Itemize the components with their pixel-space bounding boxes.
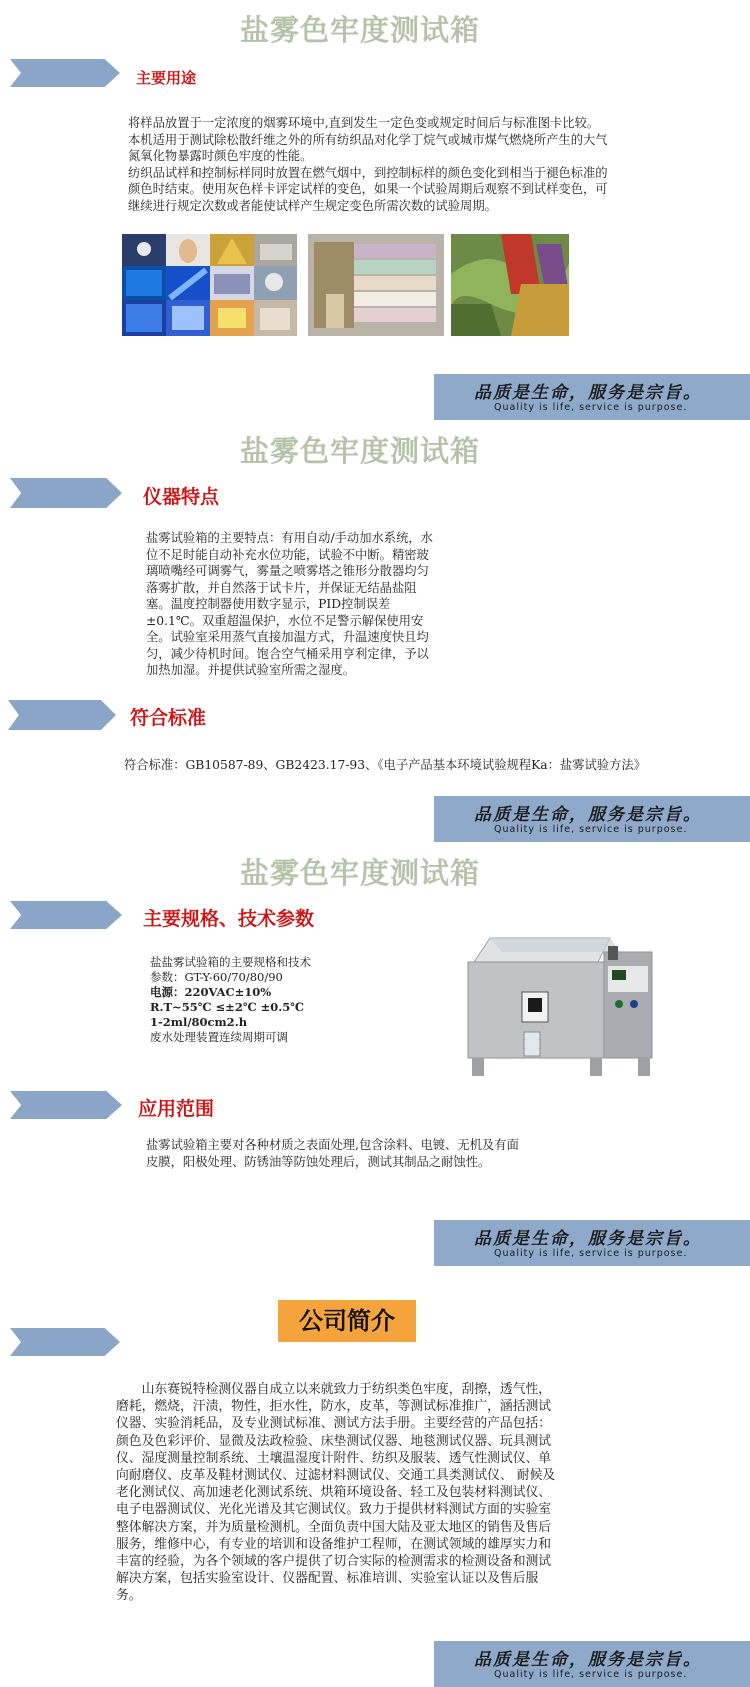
spec-line: 1-2ml/80cm2.h [150, 1015, 248, 1029]
salt-spray-chamber-image [462, 932, 658, 1080]
towels-image [308, 234, 444, 336]
banner-slogan-en: Quality is life, service is purpose. [494, 1248, 688, 1259]
section-arrow-specs [10, 901, 122, 929]
usage-paragraph-1: 将样品放置于一定浓度的烟雾环境中,直到发生一定色变或规定时间后与标准图卡比较。 [128, 116, 600, 130]
features-heading: 仪器特点 [143, 486, 220, 508]
application-text [146, 1137, 586, 1170]
page-title-3: 盐雾色牢度测试箱 [239, 856, 480, 890]
section-arrow-company [10, 1328, 120, 1356]
company-heading-badge: 公司简介 [278, 1300, 416, 1342]
section-arrow-features [10, 478, 122, 508]
usage-paragraph-2: 本机适用于测试除松散纤维之外的所有纺织品对化学丁烷气或城市煤气燃烧所产生的大气氮氧化物暴露时颜色牢度的性能。 [128, 132, 608, 163]
banner-slogan-en: Quality is life, service is purpose. [494, 1669, 688, 1680]
section-arrow-usage [10, 59, 120, 87]
slogan-banner-3 [434, 1220, 750, 1266]
page-title-2: 盐雾色牢度测试箱 [239, 434, 480, 468]
banner-slogan: 品质是生命，服务是宗旨。 [474, 1650, 702, 1670]
slogan-banner-1 [434, 374, 750, 420]
collage-image [122, 234, 297, 336]
application-heading: 应用范围 [138, 1098, 215, 1120]
specs-heading: 主要规格、技术参数 [143, 908, 315, 930]
banner-slogan: 品质是生命，服务是宗旨。 [474, 383, 702, 403]
usage-paragraph-3: 纺织品试样和控制标样同时放置在燃气烟中，到控制标样的颜色变化到相当于褪色标准的颜色时结束。使用灰色样卡评定试样的变色，如果一个试验周期后观察不到试样变色，可继续进行规定次数或者能使试样产生规定变色所需次数的试验周期。 [128, 165, 608, 213]
features-text: 盐雾试验箱的主要特点：有用自动/手动加水系统，水位不足时能自动补充水位功能，试验不中断。精密玻璃喷嘴经可调雾气，雾量之喷雾塔之锥形分散器均匀落雾扩散，并自然落于试卡片，并保证无结晶盐阻塞。温度控制器使用数字显示，PID控制误差±0.1℃。双重超温保护，水位不足警示解保使用安全。试验室采用蒸气直接加温方式，升温速度快且均匀，减少待机时间。饱合空气桶采用亨利定律，予以加热加湿。并提供试验室所需之湿度。 [146, 531, 433, 677]
spec-line: 参数：GT-Y-60/70/80/90 [150, 970, 283, 984]
banner-slogan-en: Quality is life, service is purpose. [494, 824, 688, 835]
page-title-1: 盐雾色牢度测试箱 [239, 13, 480, 47]
spec-line: 电源：220VAC±10% [150, 985, 272, 999]
company-text: 山东赛锐特检测仪器自成立以来就致力于纺织类色牢度，刮擦，透气性，磨耗，燃烧，汗渍，物性，拒水性，防水，皮革，等测试标准推广，涵括测试仪器、实验消耗品，及专业测试标准、测试方法手册。主要经营的产品包括：颜色及色彩评价、显微及法政检验、床垫测试仪器、地毯测试仪器、玩具测试仪、湿度测量控制系统、土壤温湿度计附件、纺织及服装、透气性测试仪、单向耐磨仪、皮革及鞋材测试仪、过滤材料测试仪、交通工具类测试仪、 耐候及老化测试仪、高加速老化测试系统、烘箱环境设备、轻工及包装材料测试仪、电子电器测试仪、光化光谱及其它测试仪。致力于提供材料测试方面的实验室整体解决方案，并为质量检测机。全面负责中国大陆及亚太地区的销售及售后服务，维修中心，有专业的培训和设备维护工程师，在测试领域的雄厚实力和丰富的经验，为各个领域的客户提供了切合实际的检测需求的检测设备和测试解决方案，包括实验室设计、仪器配置、标准培训、实验室认证以及售后服务。 [116, 1382, 556, 1604]
section-arrow-application [10, 1091, 122, 1119]
spec-line: 废水处理装置连续周期可调 [150, 1030, 288, 1044]
spec-line: 盐盐雾试验箱的主要规格和技术 [150, 955, 311, 969]
banner-slogan: 品质是生命，服务是宗旨。 [474, 1229, 702, 1249]
slogan-banner-4 [434, 1641, 750, 1687]
banner-slogan-en: Quality is life, service is purpose. [494, 402, 688, 413]
fabrics-image [451, 234, 569, 336]
features-text-block [146, 530, 440, 679]
standards-heading: 符合标准 [130, 707, 207, 729]
spec-line: R.T~55℃ ≤±2℃ ±0.5℃ [150, 1000, 305, 1014]
section-arrow-standards [8, 700, 116, 730]
usage-text [128, 115, 618, 214]
application-line: 盐雾试验箱主要对各种材质之表面处理,包含涂料、电镀、无机及有面 [146, 1138, 519, 1152]
application-line: 皮膜，阳极处理、防锈油等防蚀处理后，测试其制品之耐蚀性。 [146, 1154, 491, 1169]
standards-text: 符合标准：GB10587-89、GB2423.17-93、《电子产品基本环境试验规程Ka：盐雾试验方法》 [124, 758, 646, 772]
slogan-banner-2 [434, 796, 750, 842]
specs-list [150, 955, 380, 1045]
usage-heading: 主要用途 [136, 69, 197, 87]
banner-slogan: 品质是生命，服务是宗旨。 [474, 805, 702, 825]
